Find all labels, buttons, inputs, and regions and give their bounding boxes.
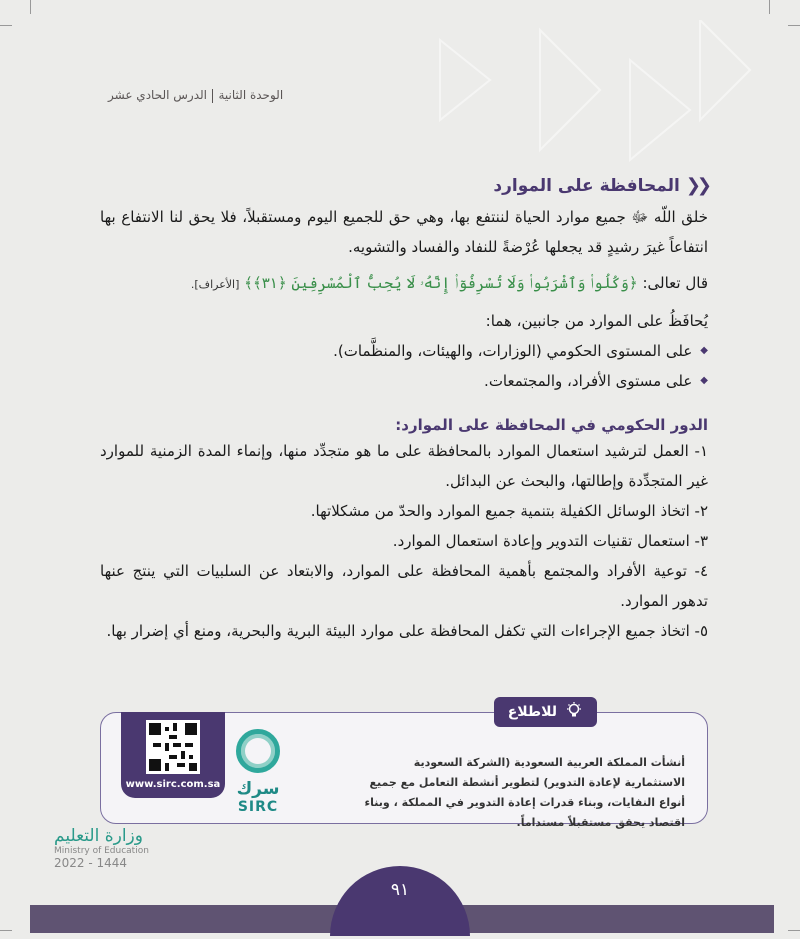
verse-reference: [الأعراف]. (190, 278, 240, 291)
sirc-logo-english: SIRC (237, 799, 279, 815)
bullet-icon: ◆ (700, 345, 708, 356)
info-tag-label: للاطلاع (507, 704, 557, 720)
ministry-name-arabic: وزارة التعليم (54, 826, 143, 846)
page-header (108, 88, 708, 103)
gov-role-list (100, 436, 708, 646)
page-number: ٩١ (330, 866, 470, 936)
sirc-url[interactable]: www.sirc.com.sa (125, 779, 221, 790)
list-item (100, 366, 708, 396)
lightbulb-icon (565, 701, 583, 723)
verse-line (100, 268, 708, 300)
header-divider (212, 89, 214, 103)
unit-label: الوحدة الثانية (218, 88, 284, 102)
edition-year: 2022 - 1444 (54, 856, 128, 870)
levels-lead: يُحافَظُ على الموارد من جانبين، هما: (485, 312, 708, 330)
gov-role-title: الدور الحكومي في المحافظة على الموارد: (395, 416, 708, 434)
list-item: ٥- اتخاذ جميع الإجراءات التي تكفل المحافظة على موارد البيئة البرية والبحرية، ومنع أي إضرار بها. (106, 622, 708, 640)
crop-mark (769, 0, 770, 14)
levels-list (100, 336, 708, 396)
ministry-logo (54, 826, 194, 870)
qr-card[interactable] (121, 712, 225, 798)
list-item (100, 336, 708, 366)
crop-mark (0, 930, 12, 931)
crop-mark (788, 930, 800, 931)
lesson-label: الدرس الحادي عشر (108, 88, 207, 102)
list-item: ٤- توعية الأفراد والمجتمع بأهمية المحافظة على الموارد، والابتعاد عن السلبيات التي ينتج عنها تدهور الموارد. (100, 562, 708, 610)
info-tag (494, 697, 597, 727)
sirc-logo (233, 729, 283, 815)
list-item: ١- العمل لترشيد استعمال الموارد بالمحافظة على ما هو متجدِّد منها، وإنماء المدة الزمنية للموارد غير المتجدِّدة وإطالتها، والبحث عن البدائل. (100, 442, 708, 490)
crop-mark (788, 25, 800, 26)
list-item: ٣- استعمال تقنيات التدوير وإعادة استعمال الموارد. (392, 532, 708, 550)
sirc-logo-arabic: سرك (236, 779, 280, 799)
double-chevron-icon: ❮❮ (685, 175, 708, 196)
crop-mark (30, 0, 31, 14)
info-text: أنشأت المملكة العربية السعودية (الشركة السعودية الاستثمارية لإعادة التدوير) لتطوير أنشطة التعامل مع جميع أنواع النفايات، وبناء قدرات إعادة التدوير في المملكة ، وبناء اقتصاد يحقق مستقبلاً مستداماً. (364, 756, 685, 829)
verse-lead: قال تعالى: (642, 274, 708, 292)
main-content (100, 175, 708, 646)
qr-code-icon[interactable] (146, 720, 200, 774)
list-item-text: على المستوى الحكومي (الوزارات، والهيئات، والمنظَّمات). (333, 342, 693, 360)
section-heading (100, 175, 708, 196)
list-item: ٢- اتخاذ الوسائل الكفيلة بتنمية جميع الموارد والحدّ من مشكلاتها. (310, 502, 708, 520)
bullet-icon: ◆ (700, 375, 708, 386)
info-box (100, 704, 708, 829)
ministry-name-english: Ministry of Education (54, 846, 149, 856)
verse-text: ﴿وَكُلُوا۟ وَٱشْرَبُوا۟ وَلَا تُسْرِفُوٓا۟ إِنَّهُۥ لَا يُحِبُّ ٱلْمُسْرِفِينَ ﴿٣١﴾﴾ (244, 274, 638, 292)
intro-paragraph: خلق اللّه ﷻ جميع موارد الحياة لننتفع بها، وهي حق للجميع اليوم ومستقبلاً، فلا يحق لنا الانتفاع بها انتفاعاً غيرَ رشيدٍ قد يجعلها عُرْضةً للنفاد والفساد والتشويه. (100, 208, 708, 256)
list-item-text: على مستوى الأفراد، والمجتمعات. (484, 372, 693, 390)
section-title: المحافظة على الموارد (493, 175, 680, 196)
crop-mark (0, 25, 12, 26)
sirc-ring-icon (236, 729, 280, 773)
